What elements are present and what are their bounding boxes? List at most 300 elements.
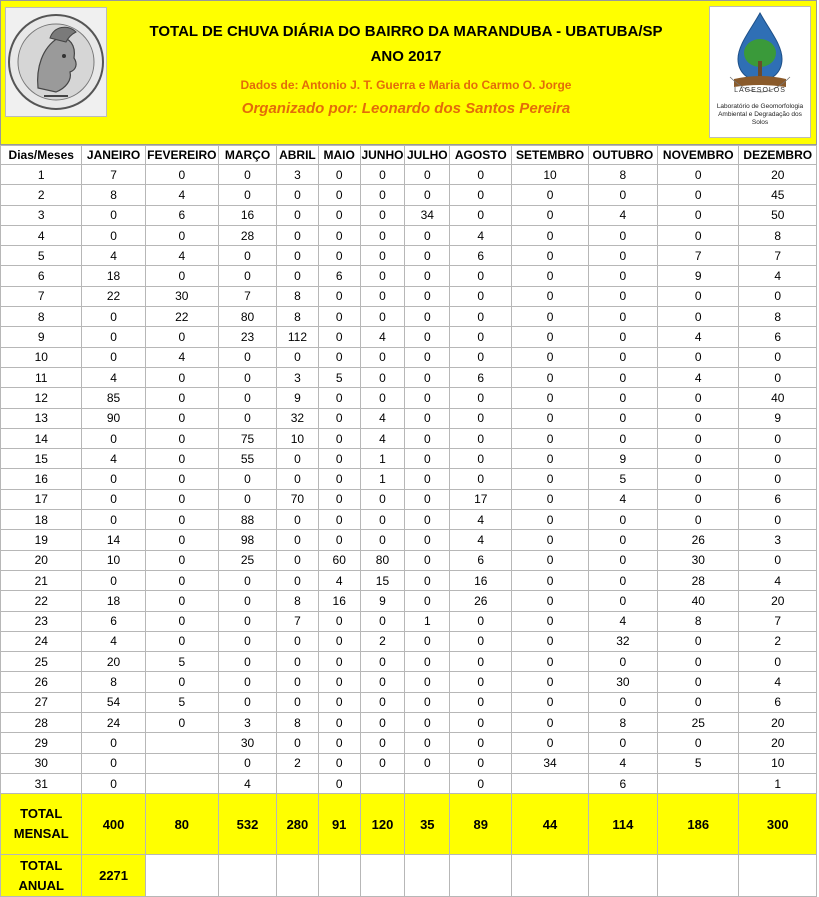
- table-cell: 8: [82, 672, 145, 692]
- table-row: [1, 286, 817, 306]
- table-cell: 0: [512, 570, 588, 590]
- table-cell: 45: [739, 185, 817, 205]
- table-cell: 0: [145, 408, 218, 428]
- table-cell: 0: [145, 225, 218, 245]
- table-cell: 26: [658, 530, 739, 550]
- table-cell: 0: [588, 591, 657, 611]
- table-cell: 0: [450, 388, 512, 408]
- table-cell: 0: [218, 367, 276, 387]
- table-cell: 0: [739, 367, 817, 387]
- table-cell: 10: [739, 753, 817, 773]
- column-header: JANEIRO: [82, 146, 145, 165]
- table-cell: 70: [277, 489, 319, 509]
- table-cell: 0: [82, 225, 145, 245]
- table-cell: 0: [277, 510, 319, 530]
- table-cell: 0: [658, 205, 739, 225]
- table-cell: 0: [588, 225, 657, 245]
- table-cell: 0: [318, 165, 360, 185]
- table-cell: 17: [1, 489, 82, 509]
- table-cell: 26: [450, 591, 512, 611]
- table-cell: 0: [82, 510, 145, 530]
- table-cell: 4: [82, 367, 145, 387]
- table-cell: 0: [405, 550, 450, 570]
- table-cell: 0: [318, 205, 360, 225]
- table-row: [1, 550, 817, 570]
- table-cell: [145, 753, 218, 773]
- lagesolos-arc-text: LAGESOLOS: [734, 87, 786, 94]
- table-cell: 0: [360, 307, 405, 327]
- table-cell: [145, 773, 218, 793]
- table-cell: [360, 773, 405, 793]
- table-cell: 18: [82, 591, 145, 611]
- table-cell: 0: [588, 652, 657, 672]
- table-cell: 0: [512, 631, 588, 651]
- table-row: [1, 246, 817, 266]
- table-cell: 0: [658, 225, 739, 245]
- table-row: [1, 205, 817, 225]
- table-cell: 0: [405, 713, 450, 733]
- table-cell: 0: [318, 631, 360, 651]
- table-cell: 90: [82, 408, 145, 428]
- table-cell: 6: [588, 773, 657, 793]
- table-cell: 0: [360, 713, 405, 733]
- table-cell: 6: [318, 266, 360, 286]
- table-cell: 0: [277, 266, 319, 286]
- table-cell: 0: [450, 692, 512, 712]
- table-cell: 3: [739, 530, 817, 550]
- table-cell: 0: [588, 367, 657, 387]
- empty-cell: [318, 855, 360, 897]
- table-cell: 0: [739, 469, 817, 489]
- table-cell: 0: [145, 631, 218, 651]
- table-cell: 7: [739, 611, 817, 631]
- table-cell: 24: [82, 713, 145, 733]
- table-cell: 0: [277, 469, 319, 489]
- table-cell: 0: [145, 367, 218, 387]
- table-cell: 0: [658, 652, 739, 672]
- table-cell: 0: [405, 652, 450, 672]
- table-cell: 0: [318, 530, 360, 550]
- table-cell: 5: [318, 367, 360, 387]
- table-cell: 0: [360, 205, 405, 225]
- table-cell: 6: [450, 246, 512, 266]
- table-cell: 0: [588, 550, 657, 570]
- empty-cell: [145, 855, 218, 897]
- table-row: [1, 591, 817, 611]
- table-cell: 54: [82, 692, 145, 712]
- data-credits: Dados de: Antonio J. T. Guerra e Maria do Carmo O. Jorge: [240, 78, 572, 92]
- table-cell: 5: [1, 246, 82, 266]
- column-header: JULHO: [405, 146, 450, 165]
- table-cell: 0: [658, 733, 739, 753]
- table-cell: 0: [658, 347, 739, 367]
- table-cell: 0: [277, 652, 319, 672]
- total-mensal-cell: 120: [360, 794, 405, 855]
- table-cell: 0: [405, 286, 450, 306]
- table-cell: 6: [82, 611, 145, 631]
- table-cell: 32: [277, 408, 319, 428]
- empty-cell: [450, 855, 512, 897]
- table-cell: 5: [145, 692, 218, 712]
- table-cell: 0: [318, 449, 360, 469]
- table-row: [1, 185, 817, 205]
- table-cell: 28: [1, 713, 82, 733]
- table-cell: 0: [739, 347, 817, 367]
- table-cell: 0: [277, 631, 319, 651]
- table-cell: 0: [82, 307, 145, 327]
- table-cell: 0: [450, 185, 512, 205]
- table-cell: 55: [218, 449, 276, 469]
- table-cell: 0: [450, 652, 512, 672]
- table-cell: 0: [450, 266, 512, 286]
- table-cell: 22: [82, 286, 145, 306]
- table-cell: 0: [588, 570, 657, 590]
- table-cell: 0: [450, 347, 512, 367]
- table-cell: 4: [218, 773, 276, 793]
- table-cell: 0: [405, 225, 450, 245]
- table-cell: 0: [360, 733, 405, 753]
- table-cell: 7: [658, 246, 739, 266]
- table-cell: 7: [1, 286, 82, 306]
- table-cell: 0: [658, 510, 739, 530]
- table-row: [1, 327, 817, 347]
- table-cell: 0: [588, 327, 657, 347]
- table-cell: 7: [277, 611, 319, 631]
- table-row: [1, 510, 817, 530]
- table-cell: 0: [512, 550, 588, 570]
- table-cell: 8: [658, 611, 739, 631]
- table-cell: 0: [82, 773, 145, 793]
- table-cell: 0: [145, 550, 218, 570]
- table-cell: 60: [318, 550, 360, 570]
- table-cell: 0: [512, 428, 588, 448]
- table-cell: 1: [360, 469, 405, 489]
- table-cell: 0: [318, 713, 360, 733]
- table-cell: 0: [218, 672, 276, 692]
- page-year: ANO 2017: [370, 48, 442, 65]
- table-row: [1, 266, 817, 286]
- total-mensal-cell: 80: [145, 794, 218, 855]
- table-cell: 0: [450, 753, 512, 773]
- table-cell: 2: [1, 185, 82, 205]
- table-cell: 0: [405, 510, 450, 530]
- table-cell: 0: [318, 489, 360, 509]
- column-header: MAIO: [318, 146, 360, 165]
- table-cell: 85: [82, 388, 145, 408]
- table-cell: 0: [318, 469, 360, 489]
- table-cell: 8: [588, 165, 657, 185]
- table-cell: 0: [588, 510, 657, 530]
- table-cell: 0: [450, 286, 512, 306]
- table-cell: 8: [739, 307, 817, 327]
- table-cell: 5: [588, 469, 657, 489]
- table-cell: 0: [739, 286, 817, 306]
- table-cell: 0: [405, 408, 450, 428]
- total-mensal-cell: 280: [277, 794, 319, 855]
- table-cell: 15: [1, 449, 82, 469]
- table-cell: 0: [218, 591, 276, 611]
- table-cell: 0: [512, 266, 588, 286]
- table-cell: 28: [658, 570, 739, 590]
- column-header: DEZEMBRO: [739, 146, 817, 165]
- table-cell: 9: [360, 591, 405, 611]
- table-cell: 0: [450, 307, 512, 327]
- table-cell: 0: [218, 246, 276, 266]
- table-cell: 0: [277, 205, 319, 225]
- table-cell: 80: [218, 307, 276, 327]
- table-cell: 4: [82, 246, 145, 266]
- table-cell: 0: [512, 652, 588, 672]
- table-cell: 0: [405, 570, 450, 590]
- table-row: [1, 469, 817, 489]
- table-cell: 4: [360, 327, 405, 347]
- table-cell: 0: [405, 753, 450, 773]
- table-cell: 0: [145, 530, 218, 550]
- table-cell: 22: [145, 307, 218, 327]
- table-cell: 0: [450, 205, 512, 225]
- table-cell: 10: [512, 165, 588, 185]
- table-row: [1, 773, 817, 793]
- table-cell: 0: [318, 652, 360, 672]
- table-cell: 0: [658, 428, 739, 448]
- table-cell: 20: [739, 733, 817, 753]
- table-cell: [145, 733, 218, 753]
- table-cell: [658, 773, 739, 793]
- table-row: [1, 449, 817, 469]
- lab-caption: Laboratório de Geomorfologia Ambiental e Degradação dos Solos: [716, 103, 804, 126]
- table-cell: 0: [318, 408, 360, 428]
- table-cell: 0: [318, 611, 360, 631]
- column-header: MARÇO: [218, 146, 276, 165]
- total-mensal-cell: 186: [658, 794, 739, 855]
- table-cell: 4: [82, 631, 145, 651]
- table-cell: 32: [588, 631, 657, 651]
- column-header: AGOSTO: [450, 146, 512, 165]
- table-cell: 40: [739, 388, 817, 408]
- table-cell: 0: [739, 510, 817, 530]
- column-header: ABRIL: [277, 146, 319, 165]
- table-cell: 0: [658, 286, 739, 306]
- table-cell: 4: [588, 205, 657, 225]
- table-cell: 2: [277, 753, 319, 773]
- table-cell: 0: [512, 591, 588, 611]
- column-header: SETEMBRO: [512, 146, 588, 165]
- table-cell: 0: [658, 185, 739, 205]
- table-cell: 28: [218, 225, 276, 245]
- total-mensal-cell: 114: [588, 794, 657, 855]
- table-cell: 3: [277, 367, 319, 387]
- table-cell: 0: [82, 489, 145, 509]
- table-cell: 0: [218, 165, 276, 185]
- table-cell: 0: [318, 733, 360, 753]
- total-mensal-label: TOTAL MENSAL: [1, 794, 82, 855]
- table-cell: 0: [512, 246, 588, 266]
- table-cell: 0: [145, 266, 218, 286]
- table-cell: 0: [588, 286, 657, 306]
- table-cell: 0: [218, 570, 276, 590]
- table-cell: 0: [405, 165, 450, 185]
- table-cell: 4: [588, 611, 657, 631]
- empty-cell: [277, 855, 319, 897]
- table-cell: 0: [360, 530, 405, 550]
- table-cell: 3: [277, 165, 319, 185]
- column-header: FEVEREIRO: [145, 146, 218, 165]
- table-cell: 4: [450, 530, 512, 550]
- table-cell: 0: [588, 347, 657, 367]
- table-cell: 0: [450, 611, 512, 631]
- table-row: [1, 753, 817, 773]
- table-cell: 1: [405, 611, 450, 631]
- table-row: [1, 530, 817, 550]
- table-cell: 20: [739, 165, 817, 185]
- table-cell: 8: [82, 185, 145, 205]
- table-cell: 0: [82, 327, 145, 347]
- table-cell: 0: [512, 408, 588, 428]
- table-cell: 12: [1, 388, 82, 408]
- table-cell: 0: [405, 347, 450, 367]
- table-row: [1, 611, 817, 631]
- table-cell: 8: [1, 307, 82, 327]
- table-cell: 0: [82, 753, 145, 773]
- table-cell: 0: [512, 713, 588, 733]
- table-cell: 0: [512, 469, 588, 489]
- table-cell: 0: [218, 631, 276, 651]
- table-cell: 4: [145, 185, 218, 205]
- table-cell: 0: [405, 388, 450, 408]
- table-cell: 23: [218, 327, 276, 347]
- table-cell: 0: [277, 185, 319, 205]
- table-row: [1, 307, 817, 327]
- table-cell: 0: [450, 408, 512, 428]
- table-cell: 13: [1, 408, 82, 428]
- table-cell: 15: [360, 570, 405, 590]
- total-mensal-cell: 532: [218, 794, 276, 855]
- table-cell: 0: [658, 408, 739, 428]
- table-cell: 0: [318, 692, 360, 712]
- table-cell: 6: [739, 327, 817, 347]
- table-cell: 4: [82, 449, 145, 469]
- table-cell: 0: [318, 327, 360, 347]
- table-cell: 0: [405, 449, 450, 469]
- table-cell: 23: [1, 611, 82, 631]
- table-cell: [405, 773, 450, 793]
- table-cell: 2: [360, 631, 405, 651]
- table-cell: 6: [450, 550, 512, 570]
- table-row: [1, 713, 817, 733]
- table-cell: 4: [658, 327, 739, 347]
- table-cell: 0: [512, 672, 588, 692]
- table-cell: 0: [277, 225, 319, 245]
- table-cell: 5: [145, 652, 218, 672]
- table-cell: 0: [588, 733, 657, 753]
- table-cell: 4: [739, 266, 817, 286]
- table-cell: 10: [82, 550, 145, 570]
- table-cell: 0: [145, 713, 218, 733]
- table-cell: 0: [588, 246, 657, 266]
- table-cell: 0: [218, 266, 276, 286]
- table-row: [1, 652, 817, 672]
- table-cell: 16: [318, 591, 360, 611]
- table-cell: 11: [1, 367, 82, 387]
- total-mensal-cell: 91: [318, 794, 360, 855]
- table-cell: 4: [588, 753, 657, 773]
- table-row: [1, 428, 817, 448]
- table-cell: 7: [739, 246, 817, 266]
- table-cell: 0: [318, 286, 360, 306]
- column-header: OUTUBRO: [588, 146, 657, 165]
- table-cell: 0: [145, 611, 218, 631]
- total-anual-row: [1, 855, 817, 897]
- table-cell: 8: [739, 225, 817, 245]
- table-cell: 0: [360, 266, 405, 286]
- table-cell: 16: [218, 205, 276, 225]
- table-cell: 21: [1, 570, 82, 590]
- table-cell: 9: [588, 449, 657, 469]
- table-cell: 0: [405, 327, 450, 347]
- table-cell: 0: [450, 449, 512, 469]
- table-cell: 0: [318, 185, 360, 205]
- table-cell: 0: [145, 327, 218, 347]
- table-cell: 8: [277, 591, 319, 611]
- table-cell: 0: [739, 449, 817, 469]
- table-cell: 24: [1, 631, 82, 651]
- table-cell: 30: [218, 733, 276, 753]
- table-cell: 0: [512, 489, 588, 509]
- table-cell: 0: [450, 733, 512, 753]
- table-cell: 0: [277, 449, 319, 469]
- table-cell: 1: [739, 773, 817, 793]
- table-cell: 0: [405, 631, 450, 651]
- table-cell: 0: [405, 428, 450, 448]
- table-cell: 0: [360, 510, 405, 530]
- table-cell: 0: [318, 773, 360, 793]
- table-cell: 0: [145, 165, 218, 185]
- table-cell: 0: [405, 266, 450, 286]
- table-cell: 0: [450, 631, 512, 651]
- table-cell: 0: [218, 469, 276, 489]
- total-mensal-cell: 300: [739, 794, 817, 855]
- table-cell: 7: [218, 286, 276, 306]
- total-mensal-cell: 44: [512, 794, 588, 855]
- table-cell: 0: [218, 489, 276, 509]
- table-row: [1, 672, 817, 692]
- table-cell: 9: [1, 327, 82, 347]
- table-cell: 27: [1, 692, 82, 712]
- table-cell: 0: [145, 469, 218, 489]
- table-cell: 0: [512, 185, 588, 205]
- table-cell: 0: [277, 733, 319, 753]
- table-cell: 0: [277, 530, 319, 550]
- table-cell: 0: [405, 469, 450, 489]
- header-banner: [0, 0, 817, 145]
- table-cell: 25: [658, 713, 739, 733]
- table-cell: 20: [1, 550, 82, 570]
- table-cell: 4: [318, 570, 360, 590]
- table-cell: 4: [360, 408, 405, 428]
- table-cell: 0: [145, 510, 218, 530]
- table-cell: 9: [277, 388, 319, 408]
- empty-cell: [739, 855, 817, 897]
- table-cell: 0: [512, 225, 588, 245]
- table-cell: 0: [512, 510, 588, 530]
- table-cell: 6: [145, 205, 218, 225]
- total-mensal-cell: 35: [405, 794, 450, 855]
- table-cell: 0: [82, 733, 145, 753]
- table-cell: 0: [318, 388, 360, 408]
- table-cell: 0: [277, 672, 319, 692]
- table-cell: 0: [218, 388, 276, 408]
- table-cell: 31: [1, 773, 82, 793]
